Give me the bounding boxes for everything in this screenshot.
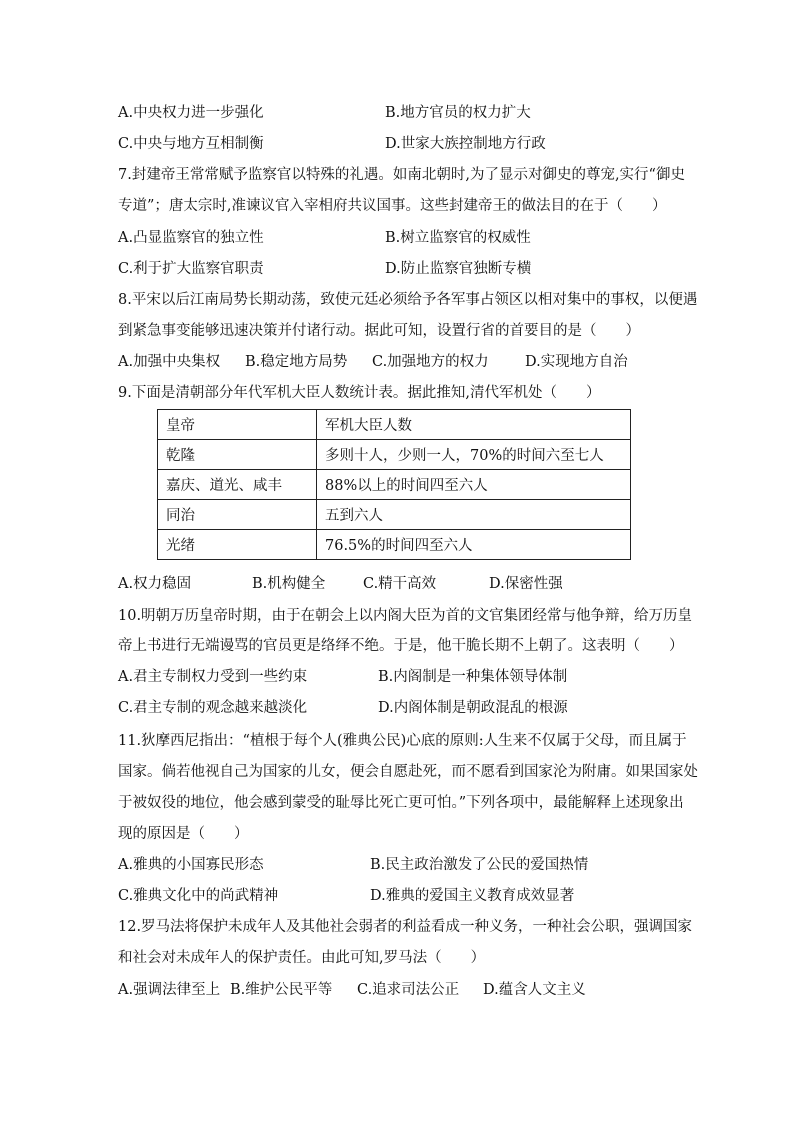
q9-option-a: A.权力稳固	[118, 576, 192, 592]
table-row	[158, 440, 631, 470]
q9-option-c: C.精干高效	[363, 576, 437, 592]
q7-option-c: C.利于扩大监察官职责	[118, 261, 264, 277]
table-cell: 76.5%的时间四至六人	[317, 530, 631, 560]
q6-option-c: C.中央与地方互相制衡	[118, 136, 264, 152]
table-header-row	[158, 410, 631, 440]
q10-option-c: C.君主专制的观念越来越淡化	[118, 700, 308, 716]
q10-option-d: D.内阁体制是朝政混乱的根源	[378, 700, 568, 716]
table-header-cell: 军机大臣人数	[317, 410, 631, 440]
table-cell: 多则十人，少则一人，70%的时间六至七人	[317, 440, 631, 470]
q8-option-b: B.稳定地方局势	[245, 354, 348, 370]
q12-stem-line1: 12.罗马法将保护未成年人及其他社会弱者的利益看成一种义务，一种社会公职，强调国家	[118, 919, 693, 935]
table-cell: 五到六人	[317, 500, 631, 530]
table-row	[158, 470, 631, 500]
q9-table	[157, 409, 631, 560]
q6-option-d: D.世家大族控制地方行政	[385, 136, 546, 152]
q12-option-c: C.追求司法公正	[357, 982, 460, 998]
q9-option-b: B.机构健全	[252, 576, 326, 592]
table-cell: 光绪	[158, 530, 317, 560]
q11-stem-line1: 11.狄摩西尼指出：“植根于每个人(雅典公民)心底的原则:人生来不仅属于父母，而且属于	[118, 733, 687, 749]
q11-option-b: B.民主政治激发了公民的爱国热情	[370, 857, 589, 873]
q11-stem-line4: 现的原因是（ ）	[118, 826, 249, 842]
q7-option-a: A.凸显监察官的独立性	[118, 230, 264, 246]
q7-option-b: B.树立监察官的权威性	[385, 230, 531, 246]
q10-stem-line1: 10.明朝万历皇帝时期，由于在朝会上以内阁大臣为首的文官集团经常与他争辩，给万历皇	[118, 608, 693, 624]
q11-option-c: C.雅典文化中的尚武精神	[118, 888, 279, 904]
q12-stem-line2: 和社会对未成年人的保护责任。由此可知,罗马法（ ）	[118, 950, 486, 966]
q12-option-a: A.强调法律至上	[118, 982, 221, 998]
table-row	[158, 500, 631, 530]
q8-stem-line1: 8.平宋以后江南局势长期动荡，致使元廷必须给予各军事占领区以相对集中的事权，以便遇	[118, 292, 698, 308]
table-header-cell: 皇帝	[158, 410, 317, 440]
table-row	[158, 530, 631, 560]
q12-option-d: D.蕴含人文主义	[483, 982, 586, 998]
q10-option-b: B.内阁制是一种集体领导体制	[378, 669, 568, 685]
q7-option-d: D.防止监察官独断专横	[385, 261, 532, 277]
q11-stem-line3: 于被奴役的地位，他会感到蒙受的耻辱比死亡更可怕。”下列各项中，最能解释上述现象出	[118, 795, 684, 811]
q6-option-b: B.地方官员的权力扩大	[385, 105, 531, 121]
q11-option-a: A.雅典的小国寡民形态	[118, 857, 264, 873]
table-cell: 嘉庆、道光、咸丰	[158, 470, 317, 500]
q9-option-d: D.保密性强	[489, 576, 563, 592]
table-cell: 88%以上的时间四至六人	[317, 470, 631, 500]
q8-option-d: D.实现地方自治	[525, 354, 628, 370]
q8-option-a: A.加强中央集权	[118, 354, 221, 370]
q6-option-a: A.中央权力进一步强化	[118, 105, 264, 121]
q9-stem-line1: 9.下面是清朝部分年代军机大臣人数统计表。据此推知,清代军机处（ ）	[118, 385, 601, 401]
q8-option-c: C.加强地方的权力	[372, 354, 489, 370]
q7-stem-line2: 专道”；唐太宗时,准谏议官入宰相府共议国事。这些封建帝王的做法目的在于（ ）	[118, 198, 667, 214]
q12-option-b: B.维护公民平等	[230, 982, 333, 998]
table-cell: 同治	[158, 500, 317, 530]
table-cell: 乾隆	[158, 440, 317, 470]
q10-option-a: A.君主专制权力受到一些约束	[118, 669, 308, 685]
q11-option-d: D.雅典的爱国主义教育成效显著	[370, 888, 575, 904]
q7-stem-line1: 7.封建帝王常常赋予监察官以特殊的礼遇。如南北朝时,为了显示对御史的尊宠,实行“御史	[118, 167, 685, 183]
q8-stem-line2: 到紧急事变能够迅速决策并付诸行动。据此可知，设置行省的首要目的是（ ）	[118, 323, 640, 339]
q10-stem-line2: 帝上书进行无端谩骂的官员更是络绎不绝。于是，他干脆长期不上朝了。这表明（ ）	[118, 638, 684, 654]
q11-stem-line2: 国家。倘若他视自己为国家的儿女，便会自愿赴死，而不愿看到国家沦为附庸。如果国家处	[118, 764, 698, 780]
